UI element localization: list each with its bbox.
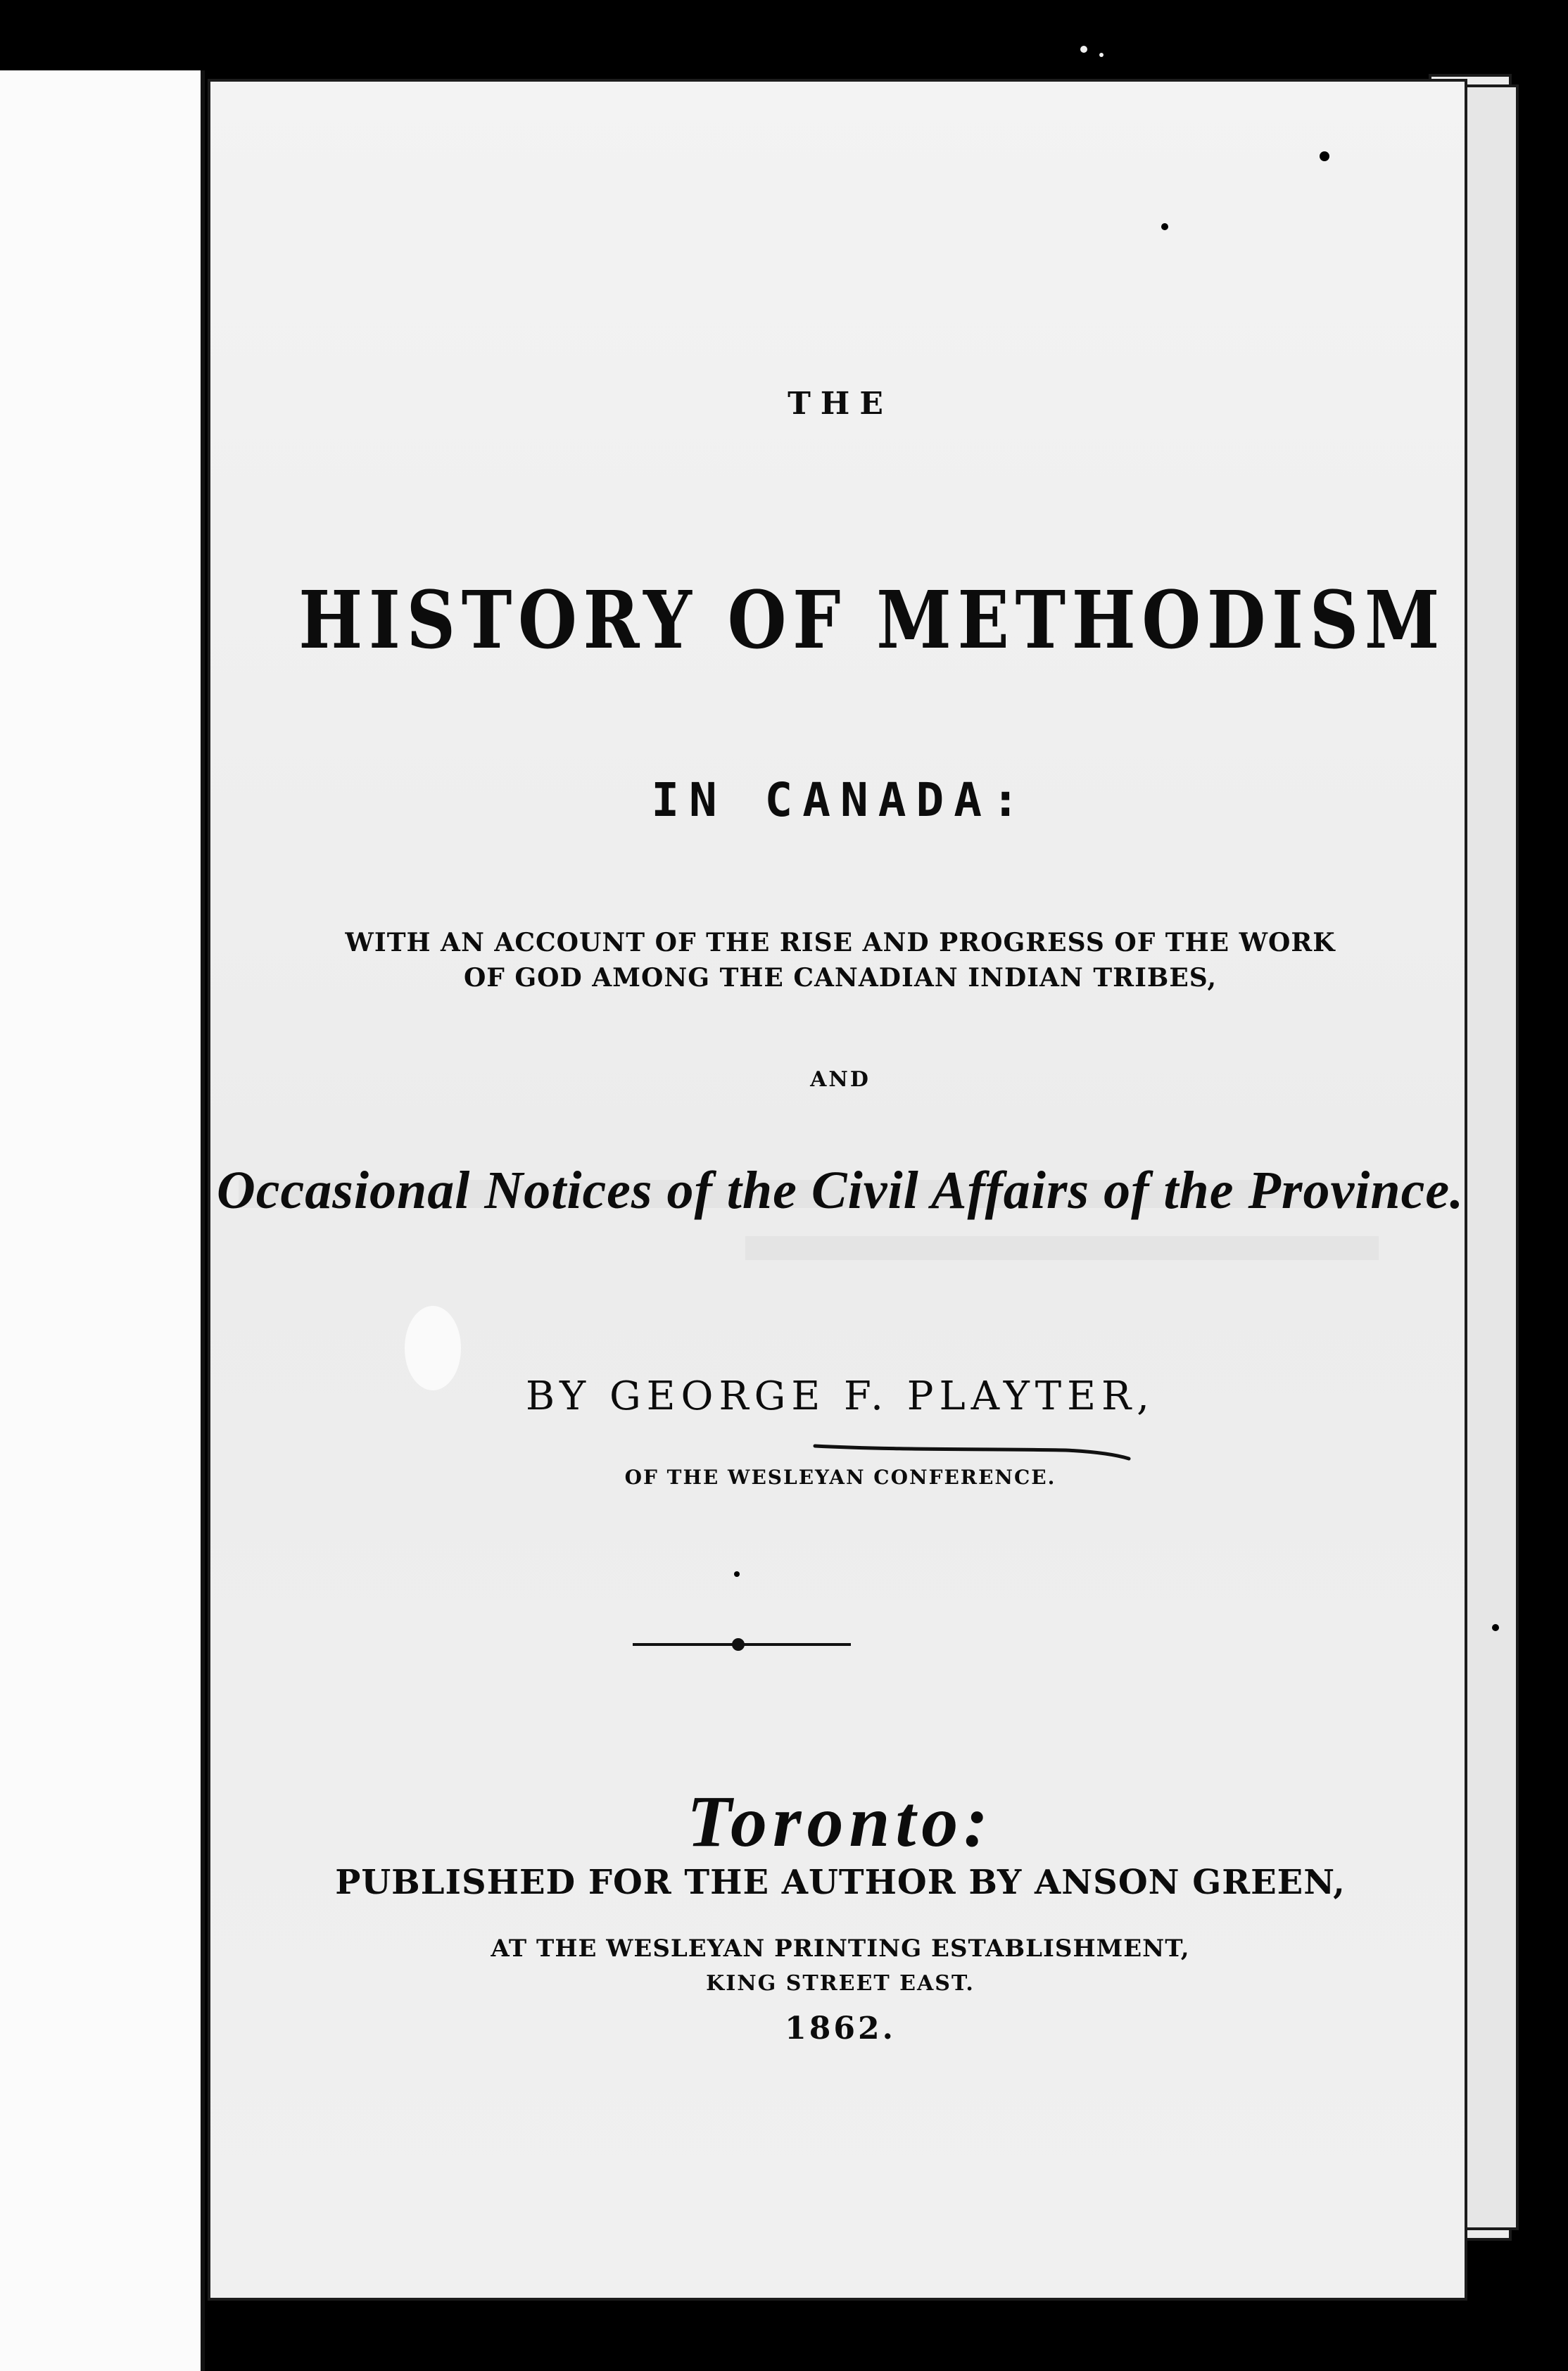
imprint-address: KING STREET EAST. <box>706 1971 975 1996</box>
imprint-place: Toronto: <box>687 1781 994 1862</box>
subtitle-conjunction: AND <box>810 1067 871 1092</box>
title-article: THE <box>788 386 893 422</box>
imprint-year: 1862. <box>785 2011 896 2046</box>
main-title: HISTORY OF METHODISM <box>298 574 1446 667</box>
imprint-publisher: PUBLISHED FOR THE AUTHOR BY ANSON GREEN, <box>335 1863 1346 1902</box>
subtitle-line-2: OF GOD AMONG THE CANADIAN INDIAN TRIBES, <box>463 963 1218 993</box>
author-byline: BY GEORGE F. PLAYTER, <box>526 1373 1155 1419</box>
imprint-printer: AT THE WESLEYAN PRINTING ESTABLISHMENT, <box>491 1935 1190 1963</box>
author-affiliation: OF THE WESLEYAN CONFERENCE. <box>624 1466 1056 1489</box>
title-location: IN CANADA: <box>651 773 1030 827</box>
subtitle-line-1: WITH AN ACCOUNT OF THE RISE AND PROGRESS OF THE WORK <box>345 928 1336 957</box>
subtitle-blackletter: Occasional Notices of the Civil Affairs of the Province. <box>216 1161 1465 1220</box>
